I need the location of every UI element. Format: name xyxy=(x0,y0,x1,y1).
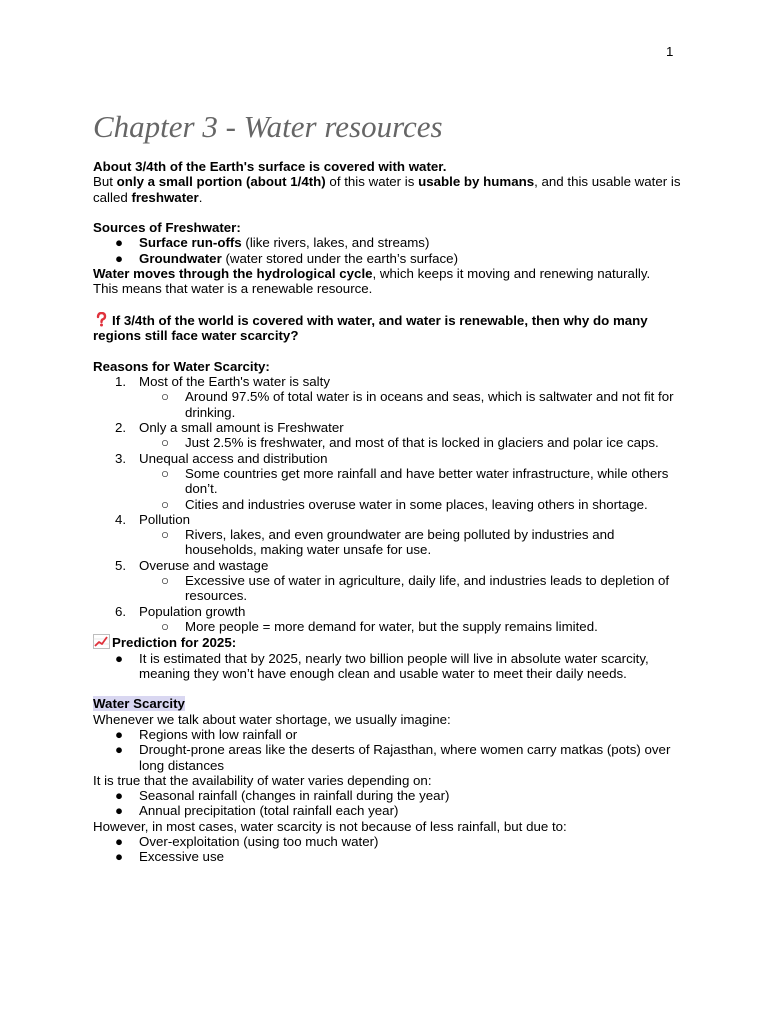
reason-item xyxy=(93,420,683,435)
sources-heading xyxy=(93,220,683,235)
reason-label: Most of the Earth's water is salty xyxy=(139,374,330,390)
question-mark-icon xyxy=(93,312,110,327)
scarcity-heading xyxy=(93,696,683,711)
intro-text-c: of this water is xyxy=(325,174,419,190)
reason-detail xyxy=(93,573,683,604)
intro-bold: About 3/4th of the Earth's surface is covered with water. xyxy=(93,159,447,174)
sub-bullet-marker: ○ xyxy=(161,573,170,589)
bullet-marker: ● xyxy=(115,849,124,865)
scarcity-list xyxy=(93,727,683,773)
prediction-heading-text: Prediction for 2025: xyxy=(112,635,237,651)
reason-label: Population growth xyxy=(139,603,246,619)
list-item-text: Seasonal rainfall (changes in rainfall during the year) xyxy=(139,788,450,804)
list-item-text: Excessive use xyxy=(139,849,224,865)
reason-number: 6. xyxy=(115,603,127,619)
reason-item xyxy=(93,558,683,573)
reasons-heading-text: Reasons for Water Scarcity: xyxy=(93,358,270,374)
reason-item xyxy=(93,374,683,389)
reason-item xyxy=(93,604,683,619)
list-item-text: Drought-prone areas like the deserts of Rajasthan, where women carry matkas (pots) over long distances xyxy=(139,742,671,773)
reason-detail-text: Excessive use of water in agriculture, daily life, and industries leads to depletion of resources. xyxy=(185,573,670,604)
reason-detail xyxy=(93,389,683,420)
sub-bullet-marker: ○ xyxy=(161,465,170,481)
intro-text-e: , and this usable water is called xyxy=(93,174,681,205)
prediction-heading xyxy=(93,634,683,650)
reason-detail-text: Just 2.5% is freshwater, and most of that is locked in glaciers and polar ice caps. xyxy=(185,435,659,451)
intro-bold-b: only a small portion (about 1/4th) xyxy=(116,174,326,190)
question-text: If 3/4th of the world is covered with water, and water is renewable, then why do many regions still face water scarcity? xyxy=(93,312,648,344)
reason-label: Overuse and wastage xyxy=(139,557,269,573)
reason-number: 4. xyxy=(115,511,127,527)
reason-detail xyxy=(93,619,683,634)
sub-bullet-marker: ○ xyxy=(161,435,170,451)
list-item xyxy=(93,651,683,682)
list-item xyxy=(93,251,683,266)
question-line xyxy=(93,312,683,344)
reason-detail xyxy=(93,527,683,558)
reason-detail-text: Some countries get more rainfall and have better water infrastructure, while others don’t. xyxy=(185,465,669,497)
bullet-marker: ● xyxy=(115,726,124,742)
reason-item xyxy=(93,512,683,527)
intro-bold-f: freshwater xyxy=(131,189,199,205)
sources-list xyxy=(93,235,683,266)
reason-item xyxy=(93,451,683,466)
reason-number: 1. xyxy=(115,374,127,390)
chapter-title: Chapter 3 - Water resources xyxy=(93,109,443,144)
list-item-text: Annual precipitation (total rainfall each year) xyxy=(139,803,399,819)
reason-detail-text: Rivers, lakes, and even groundwater are being polluted by industries and households, making water unsafe for use. xyxy=(185,527,615,558)
sub-bullet-marker: ○ xyxy=(161,389,170,405)
list-item xyxy=(93,235,683,250)
intro-text-a: But xyxy=(93,174,117,190)
bullet-marker: ● xyxy=(115,650,124,666)
bullet-marker: ● xyxy=(115,788,124,804)
intro-line-1 xyxy=(93,159,683,174)
however-line: However, in most cases, water scarcity is not because of less rainfall, but due to: xyxy=(93,818,567,834)
sub-bullet-marker: ○ xyxy=(161,527,170,543)
list-item-text: Regions with low rainfall or xyxy=(139,726,298,742)
reason-detail-text: Around 97.5% of total water is in oceans and seas, which is saltwater and not fit for drinking. xyxy=(185,389,674,420)
causes-list xyxy=(93,834,683,865)
reason-detail xyxy=(93,497,683,512)
bullet-marker: ● xyxy=(115,803,124,819)
reason-detail xyxy=(93,466,683,497)
scarcity-heading-text: Water Scarcity xyxy=(93,696,185,712)
cycle-text: , which keeps it moving and renewing naturally. xyxy=(372,266,651,282)
reason-label: Pollution xyxy=(139,511,191,527)
sub-bullet-marker: ○ xyxy=(161,496,170,512)
reason-detail-text: Cities and industries overuse water in some places, leaving others in shortage. xyxy=(185,496,648,512)
prediction-list xyxy=(93,651,683,682)
bullet-marker: ● xyxy=(115,250,124,266)
sources-heading-text: Sources of Freshwater: xyxy=(93,220,241,236)
renewable-line: This means that water is a renewable resource. xyxy=(93,281,373,297)
list-item-text: Over-exploitation (using too much water) xyxy=(139,834,379,850)
source-bold: Surface run-offs xyxy=(139,235,242,251)
source-bold: Groundwater xyxy=(139,250,222,266)
bullet-marker: ● xyxy=(115,235,124,251)
availability-list xyxy=(93,788,683,819)
reason-detail-text: More people = more demand for water, but the supply remains limited. xyxy=(185,618,598,634)
reason-detail xyxy=(93,435,683,450)
document-body xyxy=(93,108,683,865)
page-number: 1 xyxy=(666,44,674,59)
list-item xyxy=(93,727,683,742)
sub-bullet-marker: ○ xyxy=(161,618,170,634)
availability-line: It is true that the availability of water varies depending on: xyxy=(93,772,432,788)
hydrological-cycle-line xyxy=(93,266,683,281)
list-item xyxy=(93,742,683,773)
list-item xyxy=(93,803,683,818)
reasons-list xyxy=(93,374,683,634)
chart-increasing-icon xyxy=(93,634,110,649)
scarcity-intro: Whenever we talk about water shortage, we usually imagine: xyxy=(93,711,451,727)
bullet-marker: ● xyxy=(115,834,124,850)
reason-number: 3. xyxy=(115,450,127,466)
intro-line-2 xyxy=(93,174,683,205)
intro-text-g: . xyxy=(198,189,203,205)
bullet-marker: ● xyxy=(115,742,124,758)
source-text: (water stored under the earth’s surface) xyxy=(221,250,459,266)
list-item xyxy=(93,849,683,864)
cycle-bold: Water moves through the hydrological cycle xyxy=(93,266,373,282)
source-text: (like rivers, lakes, and streams) xyxy=(241,235,430,251)
reason-number: 5. xyxy=(115,557,127,573)
prediction-text: It is estimated that by 2025, nearly two billion people will live in absolute water scarcity, meaning they won’t have enough clean and usable water to meet their daily needs. xyxy=(139,650,649,681)
reasons-heading xyxy=(93,359,683,374)
reason-number: 2. xyxy=(115,420,127,436)
list-item xyxy=(93,834,683,849)
list-item xyxy=(93,788,683,803)
reason-label: Only a small amount is Freshwater xyxy=(139,420,344,436)
reason-label: Unequal access and distribution xyxy=(139,450,328,466)
intro-bold-d: usable by humans xyxy=(418,174,535,190)
